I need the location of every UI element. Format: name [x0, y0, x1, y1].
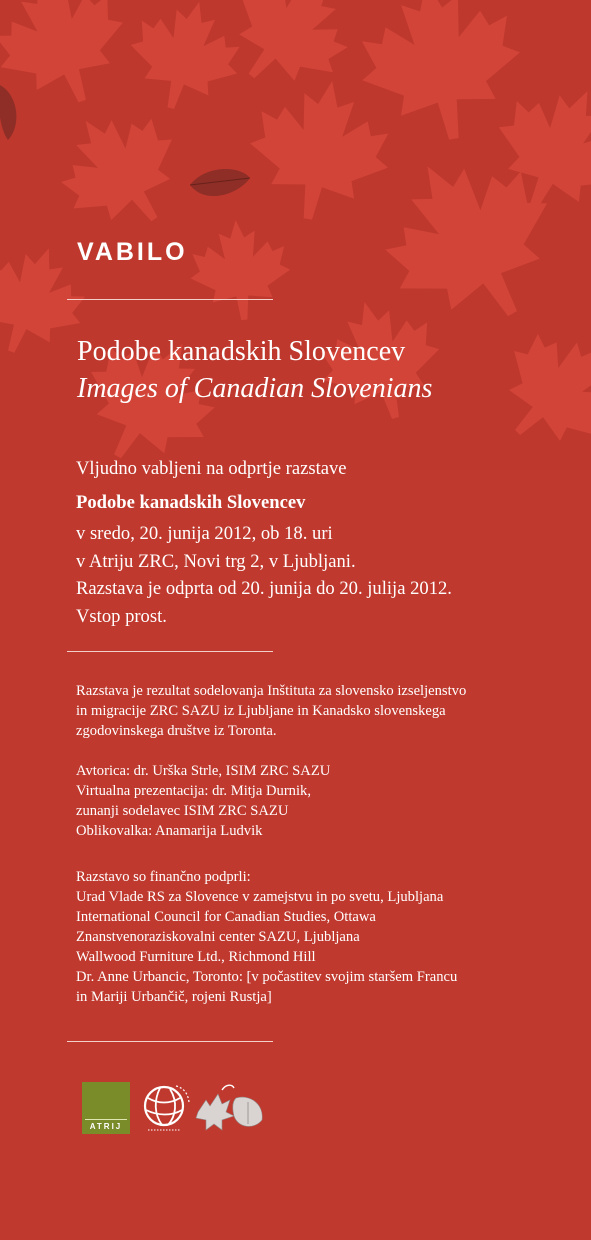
partner-logos [82, 1080, 272, 1136]
about-line: in migracije ZRC SAZU iz Ljubljane in Kanadsko slovenskega [76, 703, 446, 719]
divider [67, 299, 273, 300]
credits-line: Avtorica: dr. Urška Strle, ISIM ZRC SAZU [76, 763, 331, 779]
credits-paragraph [76, 761, 556, 841]
atrij-logo [82, 1082, 130, 1134]
invitation-line: v Atriju ZRC, Novi trg 2, v Ljubljani. [76, 550, 356, 572]
sponsors-line: in Mariji Urbančič, rojeni Rustja] [76, 989, 272, 1005]
sponsors-line: International Council for Canadian Studies, Ottawa [76, 909, 376, 925]
sponsors-line: Urad Vlade RS za Slovence v zamejstvu in po svetu, Ljubljana [76, 889, 444, 905]
sponsors-line: Znanstvenoraziskovalni center SAZU, Ljubljana [76, 929, 360, 945]
about-line: Razstava je rezultat sodelovanja Inštituta za slovensko izseljenstvo [76, 683, 467, 699]
sponsors-paragraph [76, 867, 556, 1007]
credits-line: Virtualna prezentacija: dr. Mitja Durnik, [76, 783, 311, 799]
atrij-logo-label: ATRIJ [89, 1122, 123, 1131]
page-heading: VABILO [77, 238, 188, 266]
invitation-line: v sredo, 20. junija 2012, ob 18. uri [76, 523, 333, 544]
divider [67, 651, 273, 652]
invitation-text [76, 455, 576, 630]
sponsors-line: Razstavo so finančno podprli: [76, 869, 251, 885]
invitation-intro: Vljudno vabljeni na odprtje razstave [76, 458, 347, 479]
about-paragraph [76, 681, 556, 741]
invitation-line: Vstop prost. [76, 605, 167, 627]
exhibition-title [77, 333, 432, 407]
title-slovenian: Podobe kanadskih Slovencev [77, 336, 406, 367]
credits-line: Oblikovalka: Anamarija Ludvik [76, 823, 263, 839]
exhibition-name: Podobe kanadskih Slovencev [76, 491, 306, 513]
divider [67, 1041, 273, 1042]
leaf-logo-icon [192, 1080, 272, 1136]
invitation-line: Razstava je odprta od 20. junija do 20. julija 2012. [76, 578, 452, 599]
sponsors-line: Dr. Anne Urbancic, Toronto: [v počastitev svojim staršem Francu [76, 969, 458, 985]
credits-line: zunanji sodelavec ISIM ZRC SAZU [76, 803, 289, 819]
about-line: zgodovinskega društve iz Toronta. [76, 723, 277, 739]
sponsors-line: Wallwood Furniture Ltd., Richmond Hill [76, 949, 316, 965]
title-english: Images of Canadian Slovenians [77, 373, 433, 404]
globe-logo-icon [140, 1082, 192, 1134]
